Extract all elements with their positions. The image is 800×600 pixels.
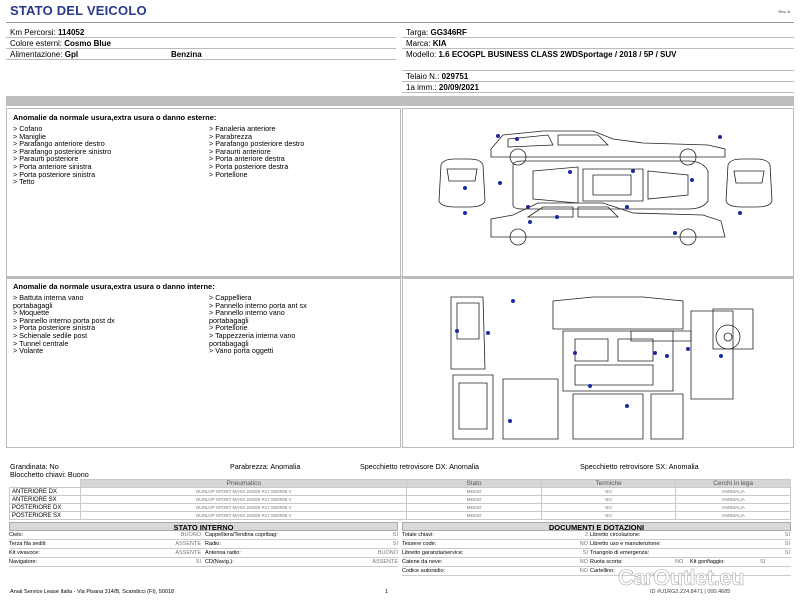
table-row: Kit vivavoce: ASSENTE Antenna radio: BUONO: [9, 550, 398, 556]
damage-marker: [463, 186, 467, 190]
damage-marker: [631, 169, 635, 173]
damage-marker: [511, 299, 515, 303]
info-left: Km Percorsi: 114052 Colore esterni: Cosmo Blue Alimentazione: Gpl Benzina: [10, 28, 202, 59]
internal-car-diagram: [402, 278, 794, 448]
car-interior-views: [403, 279, 795, 449]
table-row: POSTERIORE SX DUNLOP SPORT MAXX 225/60 R17 000/099 V MEDIO NO ANOMALIA: [10, 512, 791, 520]
table-row: Cielo: BUONO Cappelliera/Tendina copribag: SI: [9, 532, 398, 538]
table-row: Codice autoradio: NO Cartellino:: [402, 567, 791, 576]
damage-marker: [455, 329, 459, 333]
damage-marker: [665, 354, 669, 358]
table-row: ANTERIORE DX DUNLOP SPORT MAXX 225/60 R17 000/099 V MEDIO NO ANOMALIA: [10, 488, 791, 496]
table-row: Tessere code: NO Libretto uso e manutenzione: SI: [402, 541, 790, 547]
external-anomalies-title: Anomalie da normale usura,extra usura o danno esterne:: [13, 113, 217, 122]
table-row: Terza fila sedili: ASSENTE Radio: SI: [9, 541, 398, 547]
damage-marker: [718, 135, 722, 139]
footer-code: ID #U1RG2.224.8471 | 000.4685: [650, 589, 731, 595]
stato-interno-title: STATO INTERNO: [9, 522, 398, 531]
footer-company: Arval Service Lease Italia - Via Pisana 314/B, Scandicci (FI), 50018: [10, 589, 175, 595]
watermark-logo: CarOutlet.eu: [618, 565, 745, 590]
table-row: POSTERIORE DX DUNLOP SPORT MAXX 225/60 R17 000/099 V MEDIO NO ANOMALIA: [10, 504, 791, 512]
damage-marker: [508, 419, 512, 423]
damage-marker: [573, 351, 577, 355]
damage-marker: [568, 170, 572, 174]
tyres-table: Pneumatico Stato Termiche Cerchi in lega ANTERIORE DX DUNLOP SPORT MAXX 225/60 R17 000/099 V MEDIO NO ANOMALIA ANTERIORE SX DUNLOP SPORT MAXX 225/60 R17 000/099 V MEDIO NO ANOMALIA POSTERIORE DX DUNLOP SPORT MAXX 225/60 R17 000/099 V MEDIO NO ANOMALIA POSTERIORE SX DUNLOP SPORT MAXX 225/60 R17 000/099 V MEDIO NO ANOMALIA: [9, 479, 791, 520]
internal-list-col1: > Battuta interna vano portabagagli > Moquette > Pannello interno porta post dx > Porta posteriore sinistra > Schienale sedile post > Tunnel centrale > Volante: [13, 293, 115, 356]
table-row: Navigatore: SI CD(Navig.): ASSENTE: [9, 559, 398, 565]
external-anomalies-panel: [6, 108, 401, 278]
section-band: [6, 96, 794, 106]
damage-marker: [686, 347, 690, 351]
revision-label: Rev. A: [778, 9, 790, 14]
stato-interno-box: [9, 522, 398, 567]
damage-marker: [463, 211, 467, 215]
damage-marker: [526, 205, 530, 209]
damage-marker: [528, 220, 532, 224]
damage-marker: [486, 331, 490, 335]
damage-marker: [738, 211, 742, 215]
damage-marker: [625, 404, 629, 408]
damage-marker: [673, 231, 677, 235]
external-list-col1: > Cofano > Maniglie > Parafango anteriore destro > Parafango posteriore sinistro > Paraurti posteriore > Porta anteriore sinistra > Porta posteriore sinistra > Tetto: [13, 124, 112, 187]
table-row: Libretto garanzia/service: SI Triangolo di emergenza: SI: [402, 550, 790, 556]
grandinata-status: Grandinata: No: [10, 462, 59, 471]
footer-page-number: 1: [385, 589, 389, 595]
damage-marker: [719, 354, 723, 358]
specchietto-sx-status: Specchietto retrovisore SX: Anomalia: [580, 462, 699, 471]
damage-marker: [588, 384, 592, 388]
parabrezza-status: Parabrezza: Anomalia: [230, 462, 301, 471]
damage-marker: [498, 181, 502, 185]
damage-marker: [625, 205, 629, 209]
damage-marker: [515, 137, 519, 141]
external-car-diagram: [402, 108, 794, 278]
table-row: ANTERIORE SX DUNLOP SPORT MAXX 225/60 R17 000/099 V MEDIO NO ANOMALIA: [10, 496, 791, 504]
internal-anomalies-panel: [6, 278, 401, 448]
documenti-title: DOCUMENTI E DOTAZIONI: [402, 522, 791, 531]
external-list-col2: > Fanaleria anteriore > Parabrezza > Parafango posteriore destro > Paraurti anteriore > Porta anteriore destra > Porta posteriore destra > Portellone: [209, 124, 305, 179]
info-right: Targa: GG346RF Marca: KIA Modello: 1.6 ECOGPL BUSINESS CLASS 2WDSportage / 2018 / 5P / SUV Telaio N.: 029751 1a imm.: 20/09/2021: [406, 28, 677, 92]
car-exterior-views: [403, 109, 795, 279]
internal-anomalies-title: Anomalie da normale usura,extra usura o danno interne:: [13, 282, 215, 291]
page-title: STATO DEL VEICOLO: [10, 3, 147, 18]
damage-marker: [653, 351, 657, 355]
damage-marker: [690, 178, 694, 182]
damage-marker: [496, 134, 500, 138]
divider: [6, 22, 794, 23]
table-row: Catene da neve: NO Ruota scorta: NO Kit gonfiaggio: SI: [402, 558, 791, 567]
damage-marker: [555, 215, 559, 219]
table-row: Totale chiavi: 2 Libretto circolazione: SI: [402, 532, 790, 538]
specchietto-dx-status: Specchietto retrovisore DX: Anomalia: [360, 462, 480, 471]
blocchetto-status: Blocchetto chiavi: Buono: [10, 470, 89, 479]
internal-list-col2: > Cappelliera > Pannello interno porta ant sx > Pannello interno vano portabagagli > Portellone > Tappezzeria interna vano portabagagli > Vano porta oggetti: [209, 293, 307, 356]
